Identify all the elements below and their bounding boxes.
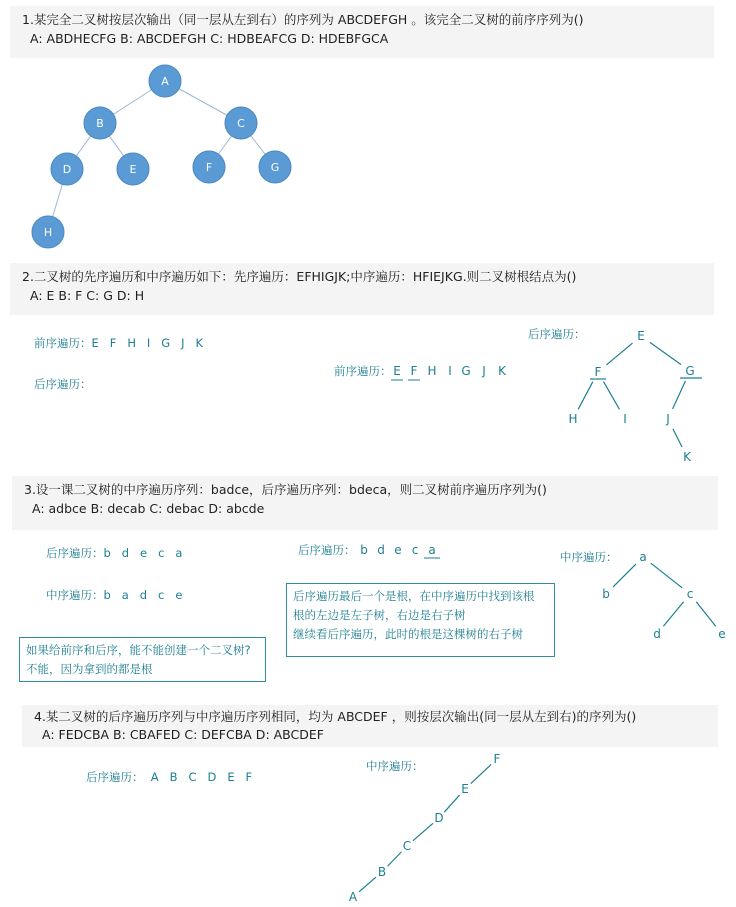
question-3-options: A: adbce B: decab C: debac D: abcde [32, 501, 265, 516]
q1-tree-node-label: C [237, 117, 245, 130]
q4-tree-edge [413, 823, 433, 840]
q2-preorder-seq-item: G [461, 364, 471, 378]
q3-tree-edge [696, 602, 716, 626]
q2-tree-edge [673, 381, 686, 409]
q4-tree-edge [388, 852, 402, 866]
question-2-text: 2.二叉树的先序遍历和中序遍历如下：先序遍历：EFHIGJK;中序遍历：HFIEJKG.则二叉树根结点为() [22, 269, 577, 284]
question-3-text: 3.设一课二叉树的中序遍历序列：badce，后序遍历序列：bdeca，则二叉树前序遍历序列为() [24, 482, 547, 497]
q2-tree-node: F [594, 365, 602, 379]
q3-note-left-line-2: 不能，因为拿到的都是根 [26, 662, 153, 676]
q2-tree-edge [603, 382, 619, 410]
q2-preorder-seq-item: H [427, 364, 437, 378]
q2-preorder-seq-item: I [448, 364, 452, 378]
q1-tree-node-label: G [270, 161, 280, 174]
q2-tree-edge [673, 429, 682, 447]
q4-tree-edge [444, 795, 459, 812]
question-4-text: 4.某二叉树的后序遍历序列与中序遍历序列相同，均为 ABCDEF ，则按层次输出(同一层从左到右)的序列为() [34, 709, 637, 724]
q2-tree-node: G [685, 364, 695, 378]
question-4-options: A: FEDCBA B: CBAFED C: DEFCBA D: ABCDEF [42, 727, 324, 742]
q2-tree-node: J [666, 412, 670, 426]
q3-tree-node: c [686, 587, 694, 601]
q4-postorder-note: 后序遍历： A B C D E F [86, 770, 253, 784]
question-1-text: 1.某完全二叉树按层次输出（同一层从左到右）的序列为 ABCDEFGH 。该完全二叉树的前序序列为() [22, 12, 584, 27]
q3-postorder-seq-item: c [411, 543, 419, 557]
q2-tree-node: H [568, 412, 578, 426]
q3-note-mid-line-1: 后序遍历最后一个是根，在中序遍历中找到该根 [293, 589, 535, 603]
q2-preorder-note: 前序遍历：E F H I G J K [34, 336, 204, 350]
q3-tree-edge [651, 563, 682, 588]
q1-tree-node-label: A [161, 75, 169, 88]
q3-postorder-seq-item: e [394, 543, 402, 557]
q2-tree-node: K [683, 450, 691, 464]
q3-postorder-seq-item: d [377, 543, 385, 557]
q4-tree-edge [359, 877, 376, 892]
q2-tree-edge [650, 342, 681, 364]
q2-tree-node: E [637, 329, 645, 343]
q4-tree-node: D [434, 811, 444, 825]
q3-postorder-seq-item: b [360, 543, 368, 557]
q2-tree-edge [606, 343, 632, 365]
q3-postorder-note: 后序遍历：b d e c a [46, 546, 183, 560]
q3-tree-node: a [639, 550, 647, 564]
q4-tree-node: A [348, 890, 358, 904]
question-2-options: A: E B: F C: G D: H [30, 288, 145, 303]
q2-preorder-seq-item: K [498, 364, 506, 378]
q2-preorder-seq-item: F [410, 364, 418, 378]
q3-note-left-line-1: 如果给前序和后序，能不能创建一个二叉树? [26, 643, 251, 657]
q1-tree-node-label: B [96, 117, 104, 130]
q3-tree-node: b [602, 587, 610, 601]
q4-tree-node: B [377, 865, 387, 879]
q2-preorder-label-2: 前序遍历： [334, 364, 392, 378]
q3-inorder-note: 中序遍历：b a d c e [46, 588, 183, 602]
q3-tree-edge [663, 602, 683, 627]
q3-tree-node: e [718, 627, 726, 641]
q2-tree-label: 后序遍历： [528, 327, 586, 341]
question-1-options: A: ABDHECFG B: ABCDEFGH C: HDBEAFCG D: HDEBFGCA [30, 31, 389, 46]
q2-preorder-seq-item: E [393, 364, 401, 378]
q2-postorder-note: 后序遍历： [34, 377, 92, 391]
q2-preorder-seq-item: J [482, 364, 486, 378]
q4-tree-edge [471, 764, 491, 783]
q2-tree-node: I [623, 412, 627, 426]
q3-postorder-seq-item: a [428, 543, 436, 557]
q3-note-mid-line-3: 继续看后序遍历，此时的根是这棵树的右子树 [293, 627, 523, 641]
q4-tree-label: 中序遍历： [366, 759, 424, 773]
q3-note-mid-line-2: 根的左边是左子树，右边是右子树 [293, 608, 466, 622]
q1-tree-node-label: E [129, 163, 137, 176]
q3-tree-node: d [653, 627, 661, 641]
q4-tree-node: F [493, 752, 501, 766]
q1-tree-node-label: D [62, 163, 72, 176]
q1-tree-node-label: F [205, 161, 213, 174]
q1-tree-node-label: H [43, 226, 53, 239]
q3-postorder-label-2: 后序遍历： [298, 543, 356, 557]
q3-tree-edge [613, 564, 636, 587]
q2-tree-edge [578, 382, 593, 410]
q3-tree-label: 中序遍历： [560, 550, 618, 564]
q4-tree-node: E [461, 782, 469, 796]
q4-tree-node: C [402, 839, 412, 853]
